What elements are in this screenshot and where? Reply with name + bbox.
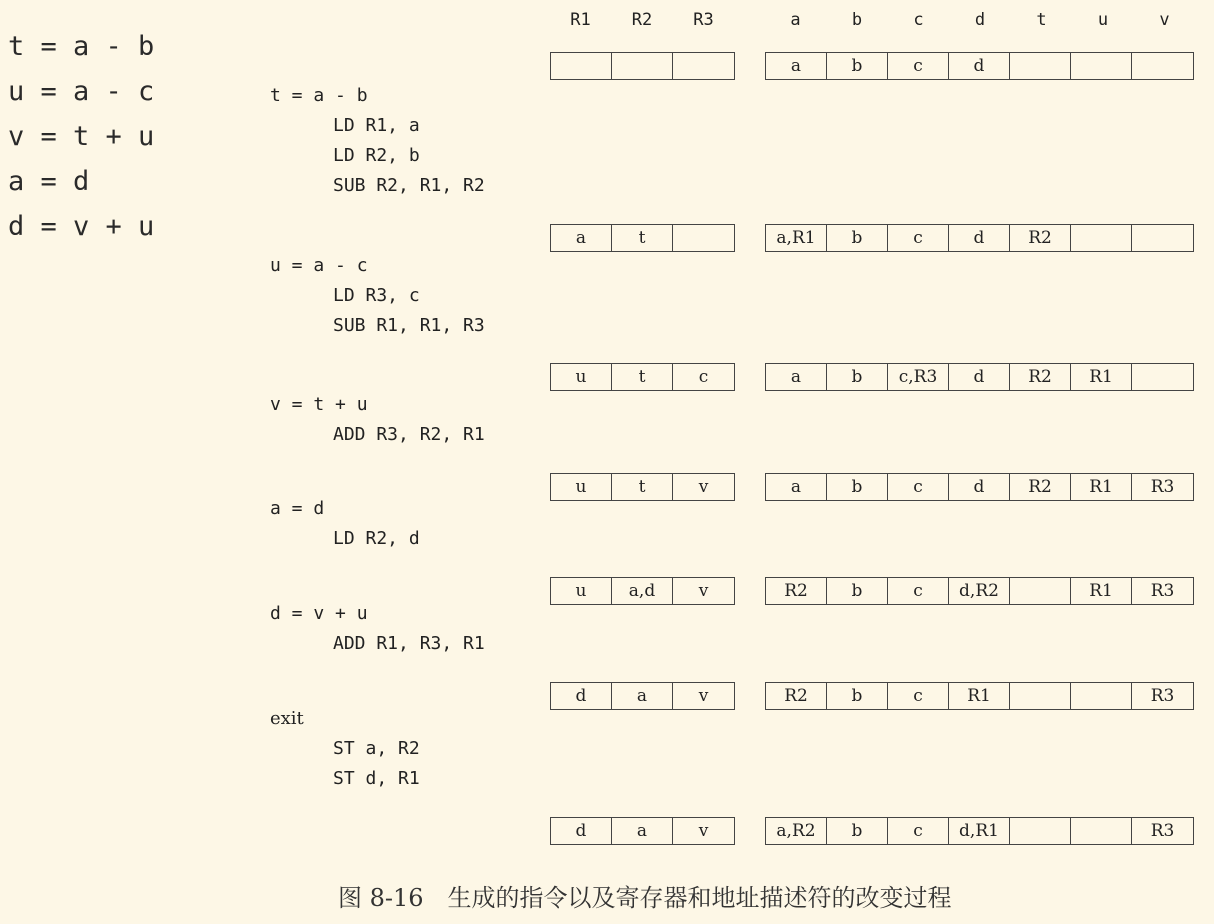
address-cell	[1071, 683, 1132, 709]
statement-label: a = d	[270, 498, 325, 519]
register-cell: v	[698, 821, 709, 841]
address-cell: a	[766, 53, 827, 79]
address-cell: R1	[1071, 364, 1132, 390]
source-program	[8, 24, 154, 249]
statement-label: d = v + u	[270, 603, 368, 624]
address-cell: a	[766, 364, 827, 390]
address-cell	[1010, 53, 1071, 79]
register-cell	[551, 53, 612, 79]
address-cell: d	[949, 53, 1010, 79]
address-descriptor	[765, 682, 1194, 710]
statement-label: u = a - c	[270, 255, 368, 276]
figure-caption: 图 8-16 生成的指令以及寄存器和地址描述符的改变过程	[338, 884, 952, 912]
register-header: R3	[693, 10, 714, 30]
address-header: t	[1036, 10, 1047, 30]
source-line: a = d	[8, 166, 90, 197]
register-cell	[673, 225, 734, 251]
address-cell	[1010, 818, 1071, 844]
register-cell	[612, 53, 673, 79]
address-cell: c,R3	[888, 364, 949, 390]
register-cell: t	[612, 225, 673, 251]
register-cell: a	[612, 683, 673, 709]
register-cell: c	[698, 367, 709, 387]
address-cell: a	[766, 474, 827, 500]
address-header: v	[1159, 10, 1170, 30]
address-cell: R2	[1010, 364, 1071, 390]
register-header: R2	[631, 10, 653, 30]
register-descriptor	[550, 682, 735, 710]
address-cell: c	[888, 225, 949, 251]
address-cell: b	[827, 818, 888, 844]
address-descriptor	[765, 473, 1194, 501]
address-cell: R2	[766, 683, 827, 709]
address-cell: c	[888, 683, 949, 709]
address-cell: d,R2	[949, 578, 1010, 604]
address-cell: d	[949, 225, 1010, 251]
statement-label: t = a - b	[270, 85, 368, 106]
address-cell: d	[949, 364, 1010, 390]
register-cell: d	[551, 683, 612, 709]
address-cell: R1	[1071, 578, 1132, 604]
address-cell: R2	[1010, 225, 1071, 251]
instruction-line: ADD R3, R2, R1	[333, 424, 485, 445]
address-header: a	[790, 10, 801, 30]
address-header: b	[851, 10, 863, 30]
address-cell: b	[827, 578, 888, 604]
instruction-line: LD R2, d	[333, 528, 420, 549]
address-cell: d,R1	[949, 818, 1010, 844]
register-cell: t	[612, 474, 673, 500]
register-descriptor	[550, 817, 735, 845]
address-cell: b	[827, 364, 888, 390]
instruction-line: SUB R1, R1, R3	[333, 315, 485, 336]
address-cell: d	[949, 474, 1010, 500]
register-cell: v	[698, 686, 709, 706]
register-cell: u	[551, 364, 612, 390]
address-cell	[1071, 53, 1132, 79]
address-cell	[1010, 683, 1071, 709]
source-line: d = v + u	[8, 211, 155, 242]
address-descriptor	[765, 224, 1194, 252]
address-cell: a,R2	[766, 818, 827, 844]
instruction-line: LD R3, c	[333, 285, 420, 306]
address-cell: R3	[1150, 686, 1175, 706]
address-cell	[1132, 225, 1193, 251]
register-descriptor	[550, 363, 735, 391]
address-cell	[1071, 818, 1132, 844]
instruction-line: ST d, R1	[333, 768, 420, 789]
source-line: t = a - b	[8, 31, 155, 62]
instruction-line: SUB R2, R1, R2	[333, 175, 485, 196]
address-cell: c	[888, 818, 949, 844]
address-cell	[1132, 53, 1193, 79]
register-cell: u	[551, 474, 612, 500]
address-cell: R1	[949, 683, 1010, 709]
register-cell: a,d	[612, 578, 673, 604]
address-cell: c	[888, 474, 949, 500]
address-cell: c	[888, 578, 949, 604]
address-cell: a,R1	[766, 225, 827, 251]
address-cell: R1	[1071, 474, 1132, 500]
register-descriptor	[550, 473, 735, 501]
register-descriptor	[550, 577, 735, 605]
register-cell	[673, 53, 734, 79]
address-header: c	[913, 10, 924, 30]
address-descriptor	[765, 577, 1194, 605]
source-line: v = t + u	[8, 121, 155, 152]
instruction-line: ST a, R2	[333, 738, 420, 759]
address-descriptor	[765, 817, 1194, 845]
address-cell: c	[888, 53, 949, 79]
register-cell: a	[551, 225, 612, 251]
register-cell: a	[612, 818, 673, 844]
address-header: d	[974, 10, 986, 30]
address-cell: R3	[1150, 821, 1175, 841]
register-cell: u	[551, 578, 612, 604]
address-cell	[1071, 225, 1132, 251]
register-cell: d	[551, 818, 612, 844]
address-cell: b	[827, 53, 888, 79]
statement-label: exit	[270, 708, 304, 729]
register-descriptor	[550, 52, 735, 80]
address-header: u	[1097, 10, 1109, 30]
register-header: R1	[570, 10, 591, 30]
address-cell: b	[827, 683, 888, 709]
register-cell: t	[612, 364, 673, 390]
instruction-line: ADD R1, R3, R1	[333, 633, 485, 654]
address-descriptor	[765, 52, 1194, 80]
statement-label: v = t + u	[270, 394, 368, 415]
address-cell: b	[827, 474, 888, 500]
address-cell: b	[827, 225, 888, 251]
address-cell: R3	[1150, 581, 1175, 601]
address-descriptor	[765, 363, 1194, 391]
register-cell: v	[698, 477, 709, 497]
instruction-line: LD R1, a	[333, 115, 420, 136]
address-cell	[1132, 364, 1193, 390]
instruction-line: LD R2, b	[333, 145, 420, 166]
address-cell: R3	[1150, 477, 1175, 497]
address-cell: R2	[766, 578, 827, 604]
source-line: u = a - c	[8, 76, 155, 107]
register-descriptor	[550, 224, 735, 252]
register-cell: v	[698, 581, 709, 601]
address-cell	[1010, 578, 1071, 604]
address-cell: R2	[1010, 474, 1071, 500]
